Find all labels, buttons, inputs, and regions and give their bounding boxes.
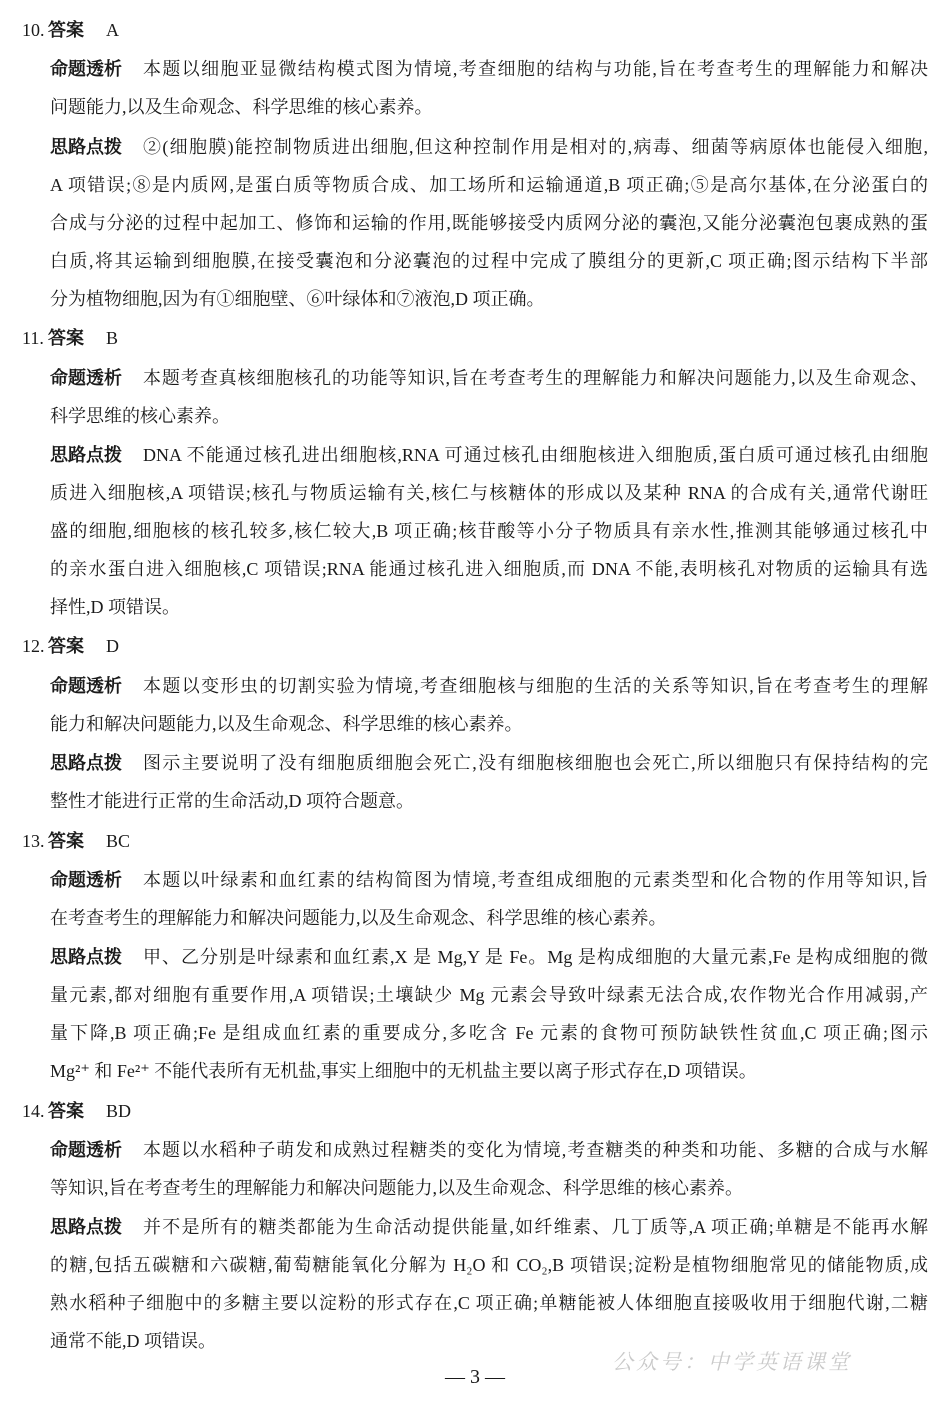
analysis-paragraph [50,667,928,743]
hint-text: ②(细胞膜)能控制物质进出细胞,但这种控制作用是相对的,病毒、细菌等病原体也能侵入细胞, [143,136,928,157]
analysis-paragraph [50,861,928,937]
answer-value: BD [106,1100,132,1121]
hint-text-line: A 项错误;⑧是内质网,是蛋白质等物质合成、加工场所和运输通道,B 项正确;⑤是高尔基体,在分泌蛋白的 [50,174,928,195]
hint-paragraph [50,1208,928,1360]
hint-first-line [50,1208,928,1246]
hint-text-line: 量元素,都对细胞有重要作用,A 项错误;土壤缺少 Mg 元素会导致叶绿素无法合成,农作物光合作用减弱,产 [50,985,928,1006]
hint-text-line: Mg²⁺ 和 Fe²⁺ 不能代表所有无机盐,事实上细胞中的无机盐主要以离子形式存在,D 项错误。 [50,1061,757,1082]
hint-paragraph [50,744,928,820]
answer-header [22,822,928,860]
analysis-text-line: 在考查考生的理解能力和解决问题能力,以及生命观念、科学思维的核心素养。 [50,907,667,928]
question-number: 10. [22,20,45,40]
watermark: 公众号：中学英语课堂 [612,1350,852,1374]
hint-label: 思路点拨 [50,444,122,465]
analysis-label: 命题透析 [50,1140,122,1161]
hint-first-line [50,744,928,782]
page-number: — 3 — [445,1366,505,1388]
analysis-paragraph [50,50,928,126]
analysis-text-line: 科学思维的核心素养。 [50,405,230,426]
answer-label: 答案 [48,636,84,657]
hint-first-line [50,938,928,976]
question-number: 12. [22,636,45,657]
analysis-text: 本题以水稻种子萌发和成熟过程糖类的变化为情境,考查糖类的种类和功能、多糖的合成与水解 [143,1140,928,1161]
hint-text-line: 质进入细胞核,A 项错误;核孔与物质运输有关,核仁与核糖体的形成以及某种 RNA 的合成有关,通常代谢旺 [50,482,928,503]
hint-text-line: 量下降,B 项正确;Fe 是组成血红素的重要成分,多吃含 Fe 元素的食物可预防缺铁性贫血,C 项正确;图示 [50,1023,928,1044]
hint-first-line [50,436,928,474]
analysis-text-line: 等知识,旨在考查考生的理解能力和解决问题能力,以及生命观念、科学思维的核心素养。 [50,1178,743,1199]
hint-text-line: 的糖,包括五碳糖和六碳糖,葡萄糖能氧化分解为 H₂O 和 CO₂,B 项错误;淀粉是植物细胞常见的储能物质,成 [50,1255,928,1276]
analysis-label: 命题透析 [50,367,122,388]
answer-value: B [106,328,119,349]
hint-text-line: 盛的细胞,细胞核的核孔较多,核仁较大,B 项正确;核苷酸等小分子物质具有亲水性,推测其能够通过核孔中 [50,520,928,541]
analysis-text: 本题考查真核细胞核孔的功能等知识,旨在考查考生的理解能力和解决问题能力,以及生命观念、 [143,367,928,388]
hint-first-line [50,128,928,166]
answer-header [22,319,928,357]
analysis-label: 命题透析 [50,675,122,696]
analysis-first-line [50,667,928,705]
analysis-first-line [50,1131,928,1169]
hint-paragraph [50,436,928,626]
hint-text-line: 择性,D 项错误。 [50,596,180,617]
page-content [22,11,928,1360]
hint-text-line: 熟水稻种子细胞中的多糖主要以淀粉的形式存在,C 项正确;单糖能被人体细胞直接吸收用于细胞代谢,二糖 [50,1293,928,1314]
analysis-text: 本题以叶绿素和血红素的结构简图为情境,考查组成细胞的元素类型和化合物的作用等知识,旨 [143,869,928,890]
hint-label: 思路点拨 [50,753,122,774]
analysis-text: 本题以变形虫的切割实验为情境,考查细胞核与细胞的生活的关系等知识,旨在考查考生的理解 [143,675,928,696]
hint-label: 思路点拨 [50,1217,122,1238]
hint-label: 思路点拨 [50,136,122,157]
answer-header [22,1092,928,1130]
analysis-label: 命题透析 [50,869,122,890]
hint-text-line: 合成与分泌的过程中起加工、修饰和运输的作用,既能够接受内质网分泌的囊泡,又能分泌囊泡包裹成熟的蛋 [50,212,928,233]
question-number: 11. [22,328,44,349]
hint-paragraph [50,128,928,318]
analysis-first-line [50,861,928,899]
analysis-paragraph [50,359,928,435]
analysis-text-line: 能力和解决问题能力,以及生命观念、科学思维的核心素养。 [50,713,523,734]
answer-label: 答案 [48,830,84,851]
analysis-first-line [50,359,928,397]
answer-label: 答案 [48,1100,84,1121]
analysis-first-line [50,50,928,88]
question-number: 13. [22,830,45,851]
hint-text: 甲、乙分别是叶绿素和血红素,X 是 Mg,Y 是 Fe。Mg 是构成细胞的大量元素,Fe 是构成细胞的微 [143,947,928,968]
hint-text-line: 分为植物细胞,因为有①细胞壁、⑥叶绿体和⑦液泡,D 项正确。 [50,288,545,309]
hint-text-line: 通常不能,D 项错误。 [50,1331,216,1352]
hint-text: 图示主要说明了没有细胞质细胞会死亡,没有细胞核细胞也会死亡,所以细胞只有保持结构的完 [143,753,928,774]
answer-label: 答案 [48,20,84,40]
hint-paragraph [50,938,928,1090]
analysis-paragraph [50,1131,928,1207]
analysis-text: 本题以细胞亚显微结构模式图为情境,考查细胞的结构与功能,旨在考查考生的理解能力和解决 [143,59,928,80]
answer-label: 答案 [48,328,84,349]
answer-header [22,627,928,665]
hint-text: DNA 不能通过核孔进出细胞核,RNA 可通过核孔由细胞核进入细胞质,蛋白质可通过核孔由细胞 [143,444,928,465]
answer-header [22,11,928,49]
answer-value: D [106,636,119,657]
answer-value: A [106,20,119,40]
analysis-text-line: 问题能力,以及生命观念、科学思维的核心素养。 [50,97,433,118]
analysis-label: 命题透析 [50,59,122,80]
hint-text-line: 的亲水蛋白进入细胞核,C 项错误;RNA 能通过核孔进入细胞质,而 DNA 不能,表明核孔对物质的运输具有选 [50,558,928,579]
hint-text: 并不是所有的糖类都能为生命活动提供能量,如纤维素、几丁质等,A 项正确;单糖是不能再水解 [143,1217,928,1238]
hint-label: 思路点拨 [50,947,122,968]
hint-text-line: 整性才能进行正常的生命活动,D 项符合题意。 [50,791,414,812]
hint-text-line: 白质,将其运输到细胞膜,在接受囊泡和分泌囊泡的过程中完成了膜组分的更新,C 项正确;图示结构下半部 [50,250,928,271]
question-number: 14. [22,1100,45,1121]
answer-value: BC [106,830,131,851]
